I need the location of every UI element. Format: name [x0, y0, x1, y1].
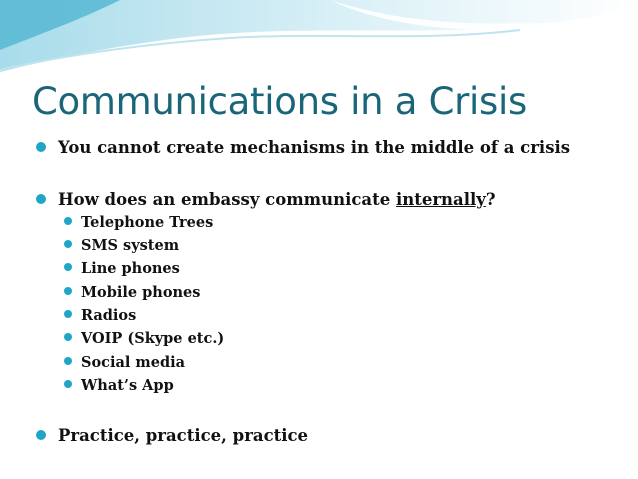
sub-bullet-item — [64, 214, 213, 231]
bullet-dot-icon — [36, 430, 46, 440]
sub-bullet-text: SMS system — [81, 237, 180, 254]
bullet-item-embassy-question — [36, 190, 496, 209]
sub-bullet-item — [64, 237, 179, 254]
bullet-text: Practice, practice, practice — [58, 426, 309, 445]
sub-bullet-text: What’s App — [81, 377, 174, 394]
bullet-item-mechanisms — [36, 138, 570, 157]
sub-bullet-text: Telephone Trees — [81, 214, 214, 231]
bullet-item-practice — [36, 426, 308, 445]
bullet-dot-icon — [64, 357, 72, 365]
sub-bullet-text: Line phones — [81, 260, 180, 277]
bullet-text-after: ? — [485, 190, 496, 209]
bullet-dot-icon — [36, 142, 46, 152]
sub-bullet-text: Radios — [81, 307, 137, 324]
bullet-dot-icon — [64, 287, 72, 295]
bullet-dot-icon — [64, 263, 72, 271]
sub-bullet-text: VOIP (Skype etc.) — [81, 330, 225, 347]
slide-title: Communications in a Crisis — [32, 80, 527, 123]
bullet-text: You cannot create mechanisms in the middle of a crisis — [58, 138, 571, 157]
bullet-dot-icon — [64, 310, 72, 318]
sub-bullet-item — [64, 260, 180, 277]
bullet-dot-icon — [64, 380, 72, 388]
sub-bullet-text: Social media — [81, 354, 186, 371]
bullet-dot-icon — [64, 240, 72, 248]
bullet-text-before: How does an embassy communicate — [58, 190, 396, 209]
bullet-dot-icon — [36, 194, 46, 204]
sub-bullet-item — [64, 354, 185, 371]
header-wave-decoration — [0, 0, 638, 80]
sub-bullet-item — [64, 377, 174, 394]
bullet-dot-icon — [64, 217, 72, 225]
sub-bullet-item — [64, 307, 136, 324]
bullet-dot-icon — [64, 333, 72, 341]
sub-bullet-text: Mobile phones — [81, 284, 201, 301]
bullet-text-underlined: internally — [395, 190, 486, 209]
sub-bullet-item — [64, 284, 200, 301]
sub-bullet-item — [64, 330, 224, 347]
